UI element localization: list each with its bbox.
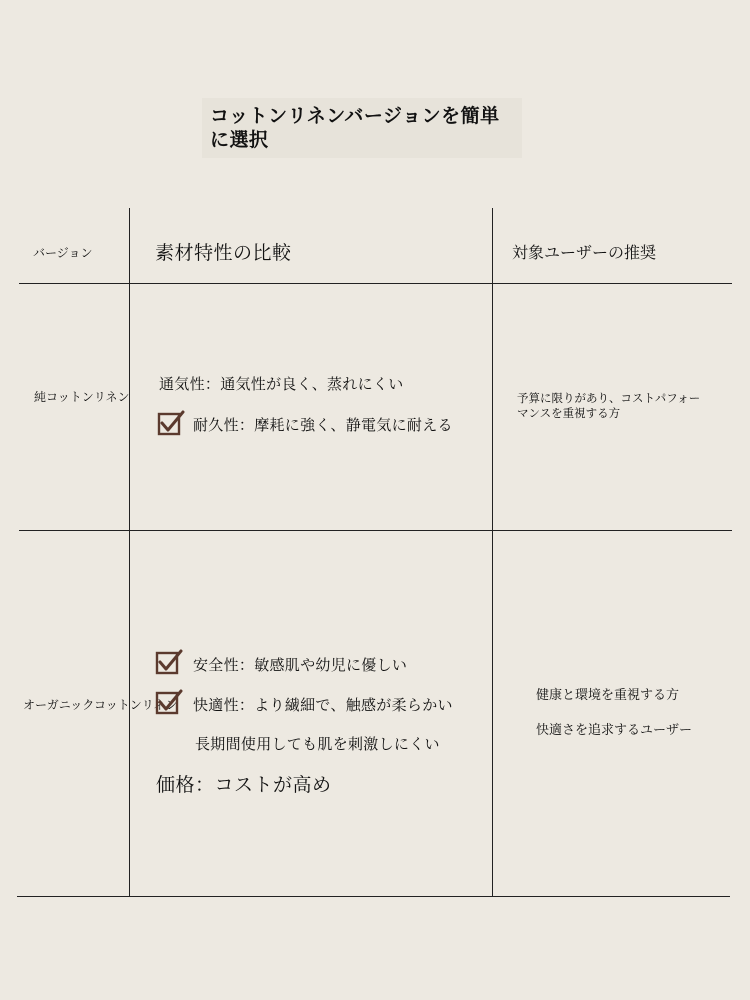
header-row-divider — [19, 283, 732, 284]
row-divider — [19, 530, 732, 531]
feature-text: 通気性：通気性が良く、蒸れにくい — [159, 375, 404, 393]
page-title-line1: コットンリネンバージョンを簡単 — [210, 105, 500, 127]
feature-text: 耐久性：摩耗に強く、静電気に耐える — [193, 416, 453, 434]
checkbox-checked-icon — [157, 409, 185, 437]
row-label-organic-cotton-linen: オーガニックコットンリネン — [23, 698, 178, 712]
feature-text: 安全性：敏感肌や幼児に優しい — [193, 656, 408, 674]
recommendation-line: マンスを重視する方 — [517, 406, 621, 420]
header-version: バージョン — [33, 246, 93, 260]
table-bottom-border — [17, 896, 730, 897]
row-label-pure-cotton-linen: 純コットンリネン — [34, 390, 130, 404]
header-recommendation: 対象ユーザーの推奨 — [512, 243, 657, 262]
feature-text: 長期間使用しても肌を刺激しにくい — [195, 735, 440, 753]
recommendation-line: 快適さを追求するユーザー — [536, 723, 693, 738]
feature-text: 快適性：より繊細で、触感が柔らかい — [193, 696, 453, 714]
recommendation-line: 予算に限りがあり、コストパフォー — [517, 391, 701, 405]
recommendation-line: 健康と環境を重視する方 — [536, 688, 680, 703]
header-comparison: 素材特性の比較 — [155, 242, 292, 264]
column-divider-1 — [129, 208, 130, 896]
price-note: 価格：コストが高め — [156, 774, 332, 796]
column-divider-2 — [492, 208, 493, 896]
checkbox-checked-icon — [155, 688, 183, 716]
checkbox-checked-icon — [155, 648, 183, 676]
page-title-line2: に選択 — [210, 129, 269, 151]
